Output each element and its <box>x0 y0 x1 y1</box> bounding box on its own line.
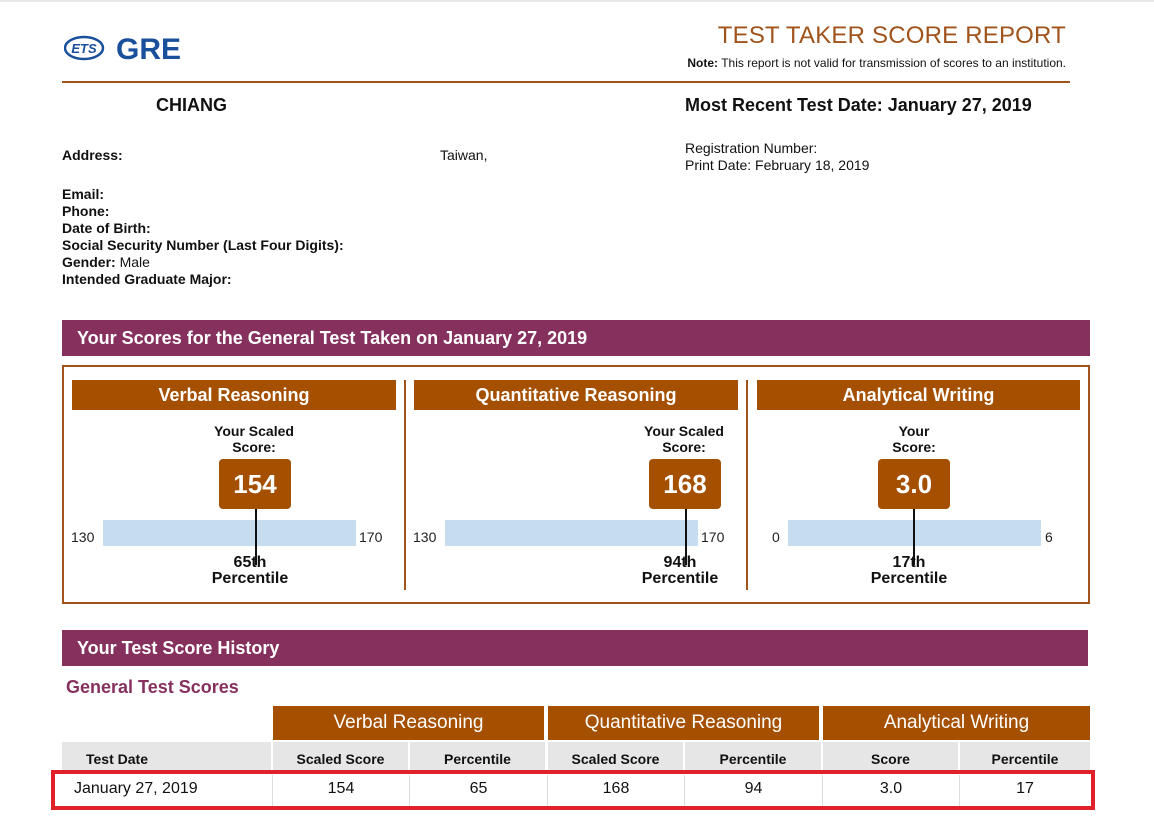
verbal-percentile: 65th Percentile <box>211 554 289 587</box>
registration-block <box>685 140 869 174</box>
column-quant-scaled: Scaled Score <box>548 742 683 772</box>
table-cell-test-date: January 27, 2019 <box>62 775 273 807</box>
table-cell-writing-percentile: 17 <box>1016 780 1034 797</box>
general-test-scores-heading: General Test Scores <box>66 677 239 697</box>
quant-min: 130 <box>413 529 437 545</box>
writing-score: 3.0 <box>878 459 950 509</box>
svg-text:GRE: GRE <box>116 33 182 66</box>
personal-info <box>62 186 344 288</box>
quant-your-score-label: Your Scaled Score: <box>644 423 724 455</box>
table-cell-verbal-percentile: 65 <box>410 775 548 807</box>
quant-score-bar <box>445 520 698 546</box>
ets-gre-logo <box>64 28 194 68</box>
quant-percentile: 94th Percentile <box>641 554 719 587</box>
table-cell-quant-scaled: 168 <box>548 775 685 807</box>
ssn-label: Social Security Number (Last Four Digits): <box>62 237 344 253</box>
report-title: TEST TAKER SCORE REPORT <box>717 22 1066 49</box>
address-label: Address: <box>62 147 123 163</box>
header-rule <box>62 81 1070 83</box>
highlighted-row-outline <box>51 770 1095 810</box>
verbal-heading: Verbal Reasoning <box>72 380 396 410</box>
quant-max: 170 <box>701 529 725 545</box>
writing-max: 6 <box>1045 529 1053 545</box>
table-cell-verbal-scaled: 154 <box>273 775 410 807</box>
section-divider <box>404 380 406 590</box>
quant-heading: Quantitative Reasoning <box>414 380 738 410</box>
writing-heading: Analytical Writing <box>757 380 1080 410</box>
gender-value: Male <box>119 254 150 270</box>
address-value: Taiwan, <box>440 147 488 163</box>
print-date: Print Date: February 18, 2019 <box>685 157 870 173</box>
phone-label: Phone: <box>62 203 110 219</box>
history-band: Your Test Score History <box>62 630 1088 666</box>
table-group-writing: Analytical Writing <box>823 706 1090 740</box>
table-cell-quant-percentile: 94 <box>685 775 823 807</box>
report-note: Note: This report is not valid for transmission of scores to an institution. <box>687 56 1066 70</box>
verbal-score-bar <box>103 520 356 546</box>
registration-number: Registration Number: <box>685 140 818 156</box>
major-label: Intended Graduate Major: <box>62 271 232 287</box>
writing-percentile: 17th Percentile <box>870 554 948 587</box>
column-verbal-scaled: Scaled Score <box>273 742 408 772</box>
taker-name: CHIANG <box>156 95 227 115</box>
writing-min: 0 <box>772 529 780 545</box>
table-cell-writing-score: 3.0 <box>823 775 960 807</box>
verbal-your-score-label: Your Scaled Score: <box>214 423 294 455</box>
column-verbal-percentile: Percentile <box>410 742 545 772</box>
svg-text:ETS: ETS <box>71 41 97 56</box>
column-writing-percentile: Percentile <box>960 742 1090 772</box>
gender-label: Gender: <box>62 254 116 270</box>
email-label: Email: <box>62 186 105 202</box>
table-group-verbal: Verbal Reasoning <box>273 706 544 740</box>
verbal-max: 170 <box>359 529 383 545</box>
verbal-min: 130 <box>71 529 95 545</box>
top-border <box>0 0 1154 2</box>
quant-score: 168 <box>649 459 721 509</box>
column-writing-score: Score <box>823 742 958 772</box>
scores-band: Your Scores for the General Test Taken on January 27, 2019 <box>62 320 1090 356</box>
column-test-date: Test Date <box>62 742 271 772</box>
section-divider <box>746 380 748 590</box>
writing-your-score-label: Your Score: <box>892 423 936 455</box>
verbal-score: 154 <box>219 459 291 509</box>
dob-label: Date of Birth: <box>62 220 151 236</box>
table-group-quant: Quantitative Reasoning <box>548 706 819 740</box>
column-quant-percentile: Percentile <box>685 742 821 772</box>
most-recent-test-date: Most Recent Test Date: January 27, 2019 <box>685 95 1032 115</box>
